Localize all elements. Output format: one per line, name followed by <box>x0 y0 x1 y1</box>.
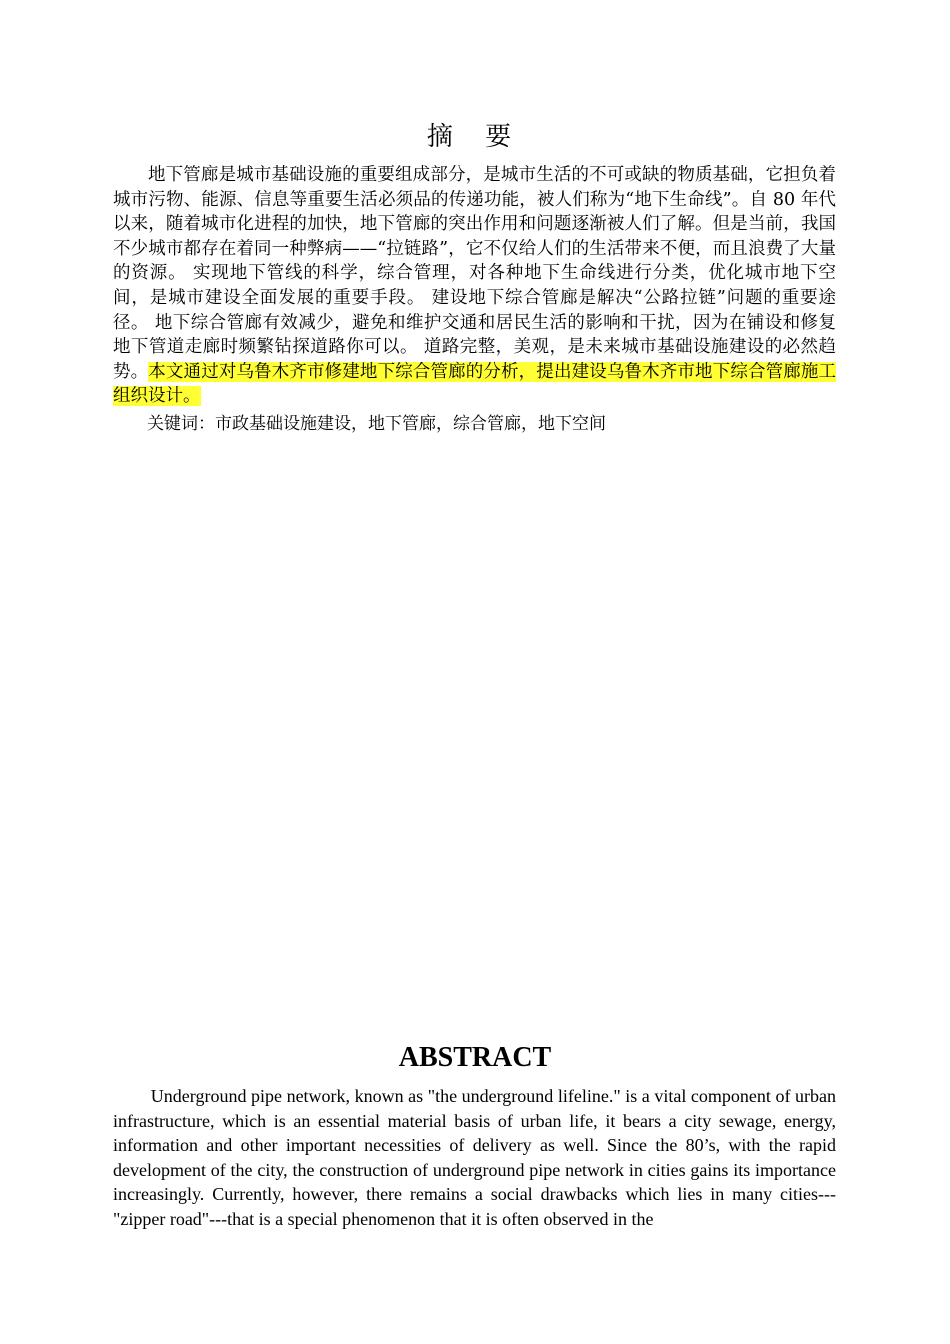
chinese-keywords: 关键词：市政基础设施建设，地下管廊，综合管廊，地下空间 <box>147 414 606 434</box>
chinese-abstract-title: 摘 要 <box>426 122 524 152</box>
chinese-abstract-text: 地下管廊是城市基础设施的重要组成部分，是城市生活的不可或缺的物质基础，它担负着城市污物、能源、信息等重要生活必须品的传递功能，被人们称为“地下生命线”。自 80 年代以来，随着城市化进程的加快，地下管廊的突出作用和问题逐渐被人们了解。但是当前，我国不少城市都存在着同一种弊病——“拉链路”，它不仅给人们的生活带来不便，而且浪费了大量的资源。 实现地下管线的科学，综合管理，对各种地下生命线进行分类，优化城市地下空间，是城市建设全面发展的重要手段。 建设地下综合管廊是解决“公路拉链”问题的重要途径。 地下综合管廊有效减少，避免和维护交通和居民生活的影响和干扰，因为在铺设和修复地下管道走廊时频繁钻探道路你可以。 道路完整，美观，是未来城市基础设施建设的必然趋势。 <box>113 165 836 382</box>
english-abstract-body: Underground pipe network, known as "the underground lifeline." is a vital component of urban infrastructure, which is an essential material basis of urban life, it bears a city sewage, energy, information and other important necessities of delivery as well. Since the 80’s, with the rapid development of the city, the construction of underground pipe network in cities gains its importance increasingly. Currently, however, there remains a social drawbacks which lies in many cities---"zipper road"---that is a special phenomenon that it is often observed in the <box>113 1086 836 1229</box>
highlighted-sentence: 本文通过对乌鲁木齐市修建地下综合管廊的分析，提出建设乌鲁木齐市地下综合管廊施工组织设计。 <box>113 361 837 407</box>
chinese-abstract-body <box>113 163 836 409</box>
english-abstract-title: ABSTRACT <box>398 1042 552 1073</box>
